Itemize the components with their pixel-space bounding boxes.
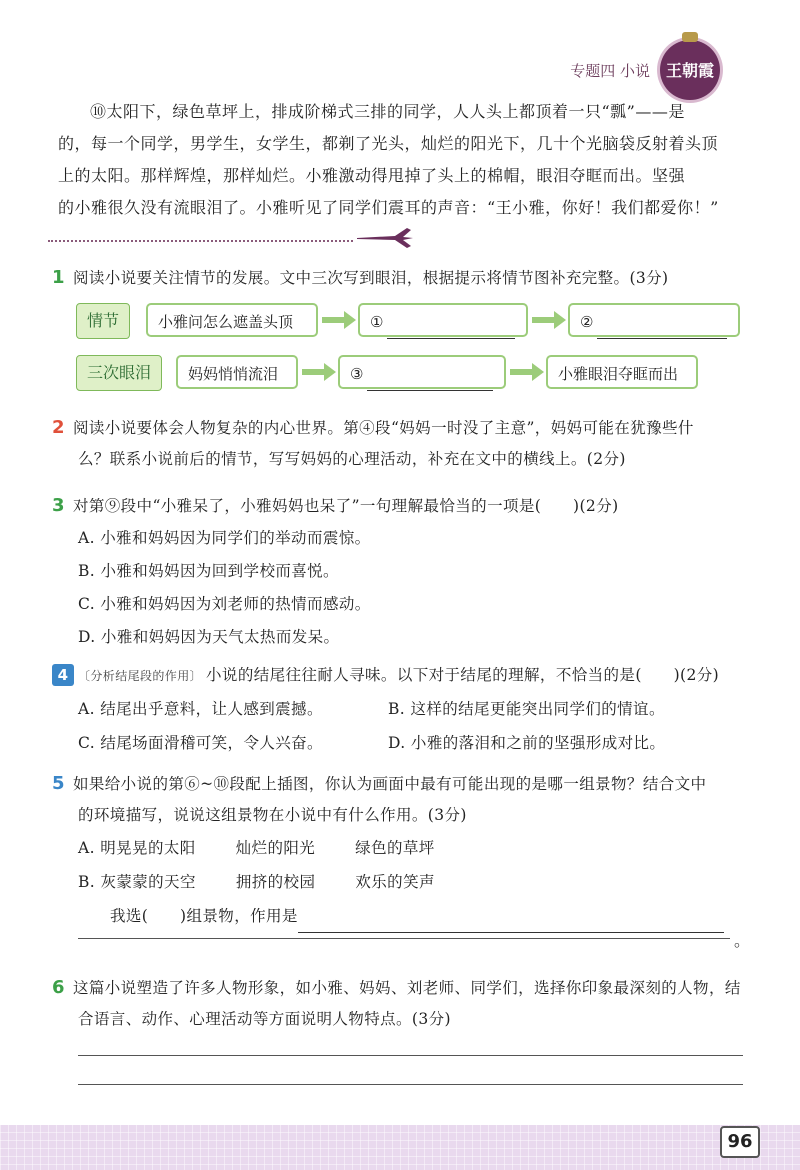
question-4 [52,660,752,760]
plot-box-1: 小雅问怎么遮盖头顶 [146,303,318,337]
passage-line: 的，每一个同学，男学生，女学生，都剃了光头，灿烂的阳光下，几十个光脑袋反射着头顶 [58,134,719,153]
answer-line[interactable] [78,1084,743,1085]
plot-row-label: 情节 [76,303,130,339]
question-1 [52,262,752,294]
option-b[interactable]: B. 小雅和妈妈因为回到学校而喜悦。 [78,562,339,580]
tears-blank-3[interactable]: ③ [338,355,506,389]
publisher-logo [660,40,720,100]
question-number: 1 [52,267,65,288]
section-divider [48,240,353,242]
question-text: 小说的结尾往往耐人寻味。以下对于结尾的理解，不恰当的是( )(2分) [206,666,720,684]
passage-line: ⑩太阳下，绿色草坪上，排成阶梯式三排的同学，人人头上都顶着一只“瓢”——是 [90,102,685,121]
option-a[interactable]: A. 明晃晃的太阳 灿烂的阳光 绿色的草坪 [78,839,435,857]
end-mark: 。 [734,931,751,950]
tears-box-1: 妈妈悄悄流泪 [176,355,298,389]
question-3 [52,490,752,654]
answer-line[interactable] [367,372,493,391]
option-b[interactable]: B. 灰蒙蒙的天空 拥挤的校园 欢乐的笑声 [78,873,435,891]
logo-text: 王朝霞 [665,61,714,80]
skill-hint: 〔分析结尾段的作用〕 [78,669,203,683]
option-c[interactable]: C. 小雅和妈妈因为刘老师的热情而感动。 [78,595,371,613]
option-d[interactable]: D. 小雅和妈妈因为天气太热而发呆。 [78,628,340,646]
question-number: 4 [52,664,74,686]
question-text: 阅读小说要关注情节的发展。文中三次写到眼泪，根据提示将情节图补充完整。(3分) [72,269,669,287]
passage-paragraph [58,96,748,224]
question-2 [52,412,752,475]
right-arrow-icon [322,314,356,326]
option-a[interactable]: A. 结尾出乎意料，让人感到震撼。 [78,700,323,718]
question-5 [52,768,752,933]
question-number: 6 [52,977,65,998]
answer-line[interactable] [78,1055,743,1056]
question-text: 这篇小说塑造了许多人物形象，如小雅、妈妈、刘老师、同学们，选择你印象最深刻的人物，结 [72,979,741,997]
question-text: 如果给小说的第⑥~⑩段配上插图，你认为画面中最有可能出现的是哪一组景物？结合文中 [72,775,707,793]
plot-blank-1[interactable]: ① [358,303,528,337]
page-footer [0,1125,800,1170]
plot-blank-2[interactable]: ② [568,303,740,337]
option-c[interactable]: C. 结尾场面滑稽可笑，令人兴奋。 [78,734,323,752]
question-text: 合语言、动作、心理活动等方面说明人物特点。(3分) [78,1010,451,1028]
topic-label: 专题四 小说 [570,62,650,80]
question-text: 么？联系小说前后的情节，写写妈妈的心理活动，补充在文中的横线上。(2分) [78,450,626,468]
answer-line[interactable] [298,910,724,933]
option-d[interactable]: D. 小雅的落泪和之前的坚强形成对比。 [388,734,666,752]
crown-icon [682,32,698,42]
question-text: 的环境描写，说说这组景物在小说中有什么作用。(3分) [78,806,467,824]
passage-line: 的小雅很久没有流眼泪了。小雅听见了同学们震耳的声音：“王小雅，你好！我们都爱你！” [58,198,719,217]
right-arrow-icon [302,366,336,378]
question-number: 3 [52,495,65,516]
question-6 [52,972,752,1035]
option-a[interactable]: A. 小雅和妈妈因为同学们的举动而震惊。 [78,529,371,547]
tears-box-3: 小雅眼泪夺眶而出 [546,355,698,389]
answer-line[interactable] [597,320,727,339]
answer-line[interactable] [78,938,730,939]
tears-row-label: 三次眼泪 [76,355,162,391]
passage-line: 上的太阳。那样辉煌，那样灿烂。小雅激动得甩掉了头上的棉帽，眼泪夺眶而出。坚强 [58,166,686,185]
answer-line[interactable] [387,320,515,339]
question-number: 5 [52,773,65,794]
option-b[interactable]: B. 这样的结尾更能突出同学们的情谊。 [388,700,665,718]
question-text: 阅读小说要体会人物复杂的内心世界。第④段“妈妈一时没了主意”，妈妈可能在犹豫些什 [72,419,694,437]
right-arrow-icon [510,366,544,378]
question-text: 对第⑨段中“小雅呆了，小雅妈妈也呆了”一句理解最恰当的一项是( )(2分) [72,497,619,515]
page-number: 96 [720,1126,760,1158]
question-number: 2 [52,417,65,438]
airplane-icon [355,222,415,252]
right-arrow-icon [532,314,566,326]
answer-prefix: 我选( )组景物，作用是 [110,907,298,925]
